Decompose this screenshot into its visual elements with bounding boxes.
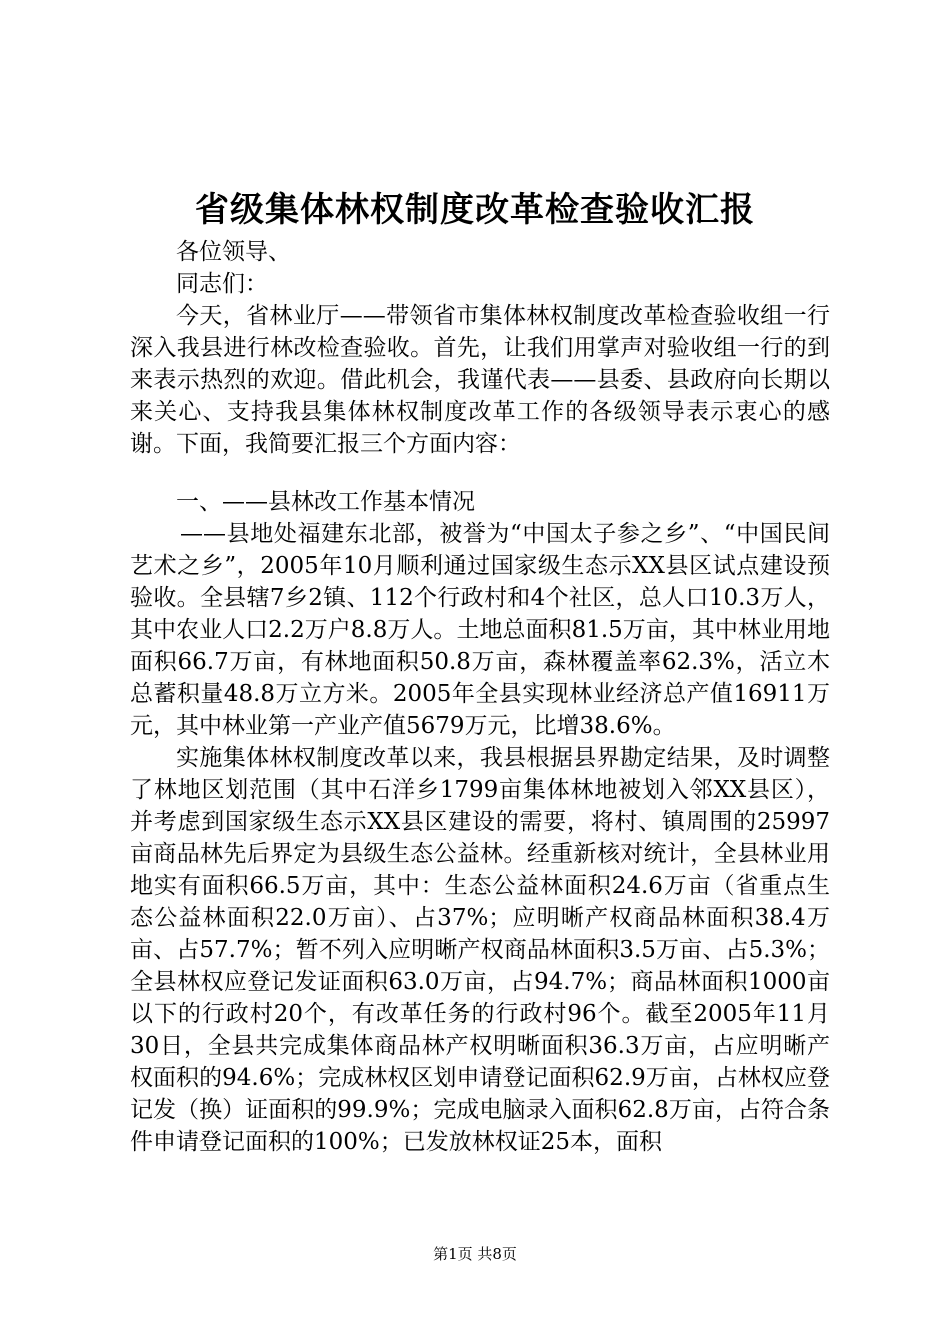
paragraph-gap [130, 460, 830, 486]
body-paragraph-2: 实施集体林权制度改革以来，我县根据县界勘定结果，及时调整了林地区划范围（其中石洋乡1799亩集体林地被划入邻XX县区），并考虑到国家级生态示XX县区建设的需要，将村、镇周围的25997亩商品林先后界定为县级生态公益林。经重新核对统计，全县林业用地实有面积66.5万亩，其中：生态公益林面积24.6万亩（省重点生态公益林面积22.0万亩）、占37%；应明晰产权商品林面积38.4万亩、占57.7%；暂不列入应明晰产权商品林面积3.5万亩、占5.3%；全县林权应登记发证面积63.0万亩，占94.7%；商品林面积1000亩以下的行政村20个，有改革任务的行政村96个。截至2005年11月30日，全县共完成集体商品林产权明晰面积36.3万亩，占应明晰产权面积的94.6%；完成林权区划申请登记面积62.9万亩，占林权应登记发（换）证面积的99.9%；完成电脑录入面积62.8万亩，占符合条件申请登记面积的100%；已发放林权证25本，面积 [130, 745, 830, 1155]
document-title: 省级集体林权制度改革检查验收汇报 [195, 190, 755, 230]
intro-paragraph: 今天，省林业厅——带领省市集体林权制度改革检查验收组一行深入我县进行林改检查验收。首先，让我们用掌声对验收组一行的到来表示热烈的欢迎。借此机会，我谨代表——县委、县政府向长期以来关心、支持我县集体林权制度改革工作的各级领导表示衷心的感谢。下面，我简要汇报三个方面内容： [130, 303, 830, 457]
page-footer: 第1页 共8页 [433, 1245, 517, 1263]
document-body [130, 236, 830, 1158]
body-paragraph-1: ——县地处福建东北部，被誉为“中国太子参之乡”、“中国民间艺术之乡”，2005年10月顺利通过国家级生态示XX县区试点建设预验收。全县辖7乡2镇、112个行政村和4个社区，总人口10.3万人，其中农业人口2.2万户8.8万人。土地总面积81.5万亩，其中林业用地面积66.7万亩，有林地面积50.8万亩，森林覆盖率62.3%，活立木总蓄积量48.8万立方米。2005年全县实现林业经济总产值16911万元，其中林业第一产业产值5679万元，比增38.6%。 [130, 521, 830, 739]
section-heading: 一、——县林改工作基本情况 [176, 489, 475, 515]
salutation-line-2: 同志们： [176, 271, 268, 297]
salutation-line-1: 各位领导、 [176, 239, 291, 265]
